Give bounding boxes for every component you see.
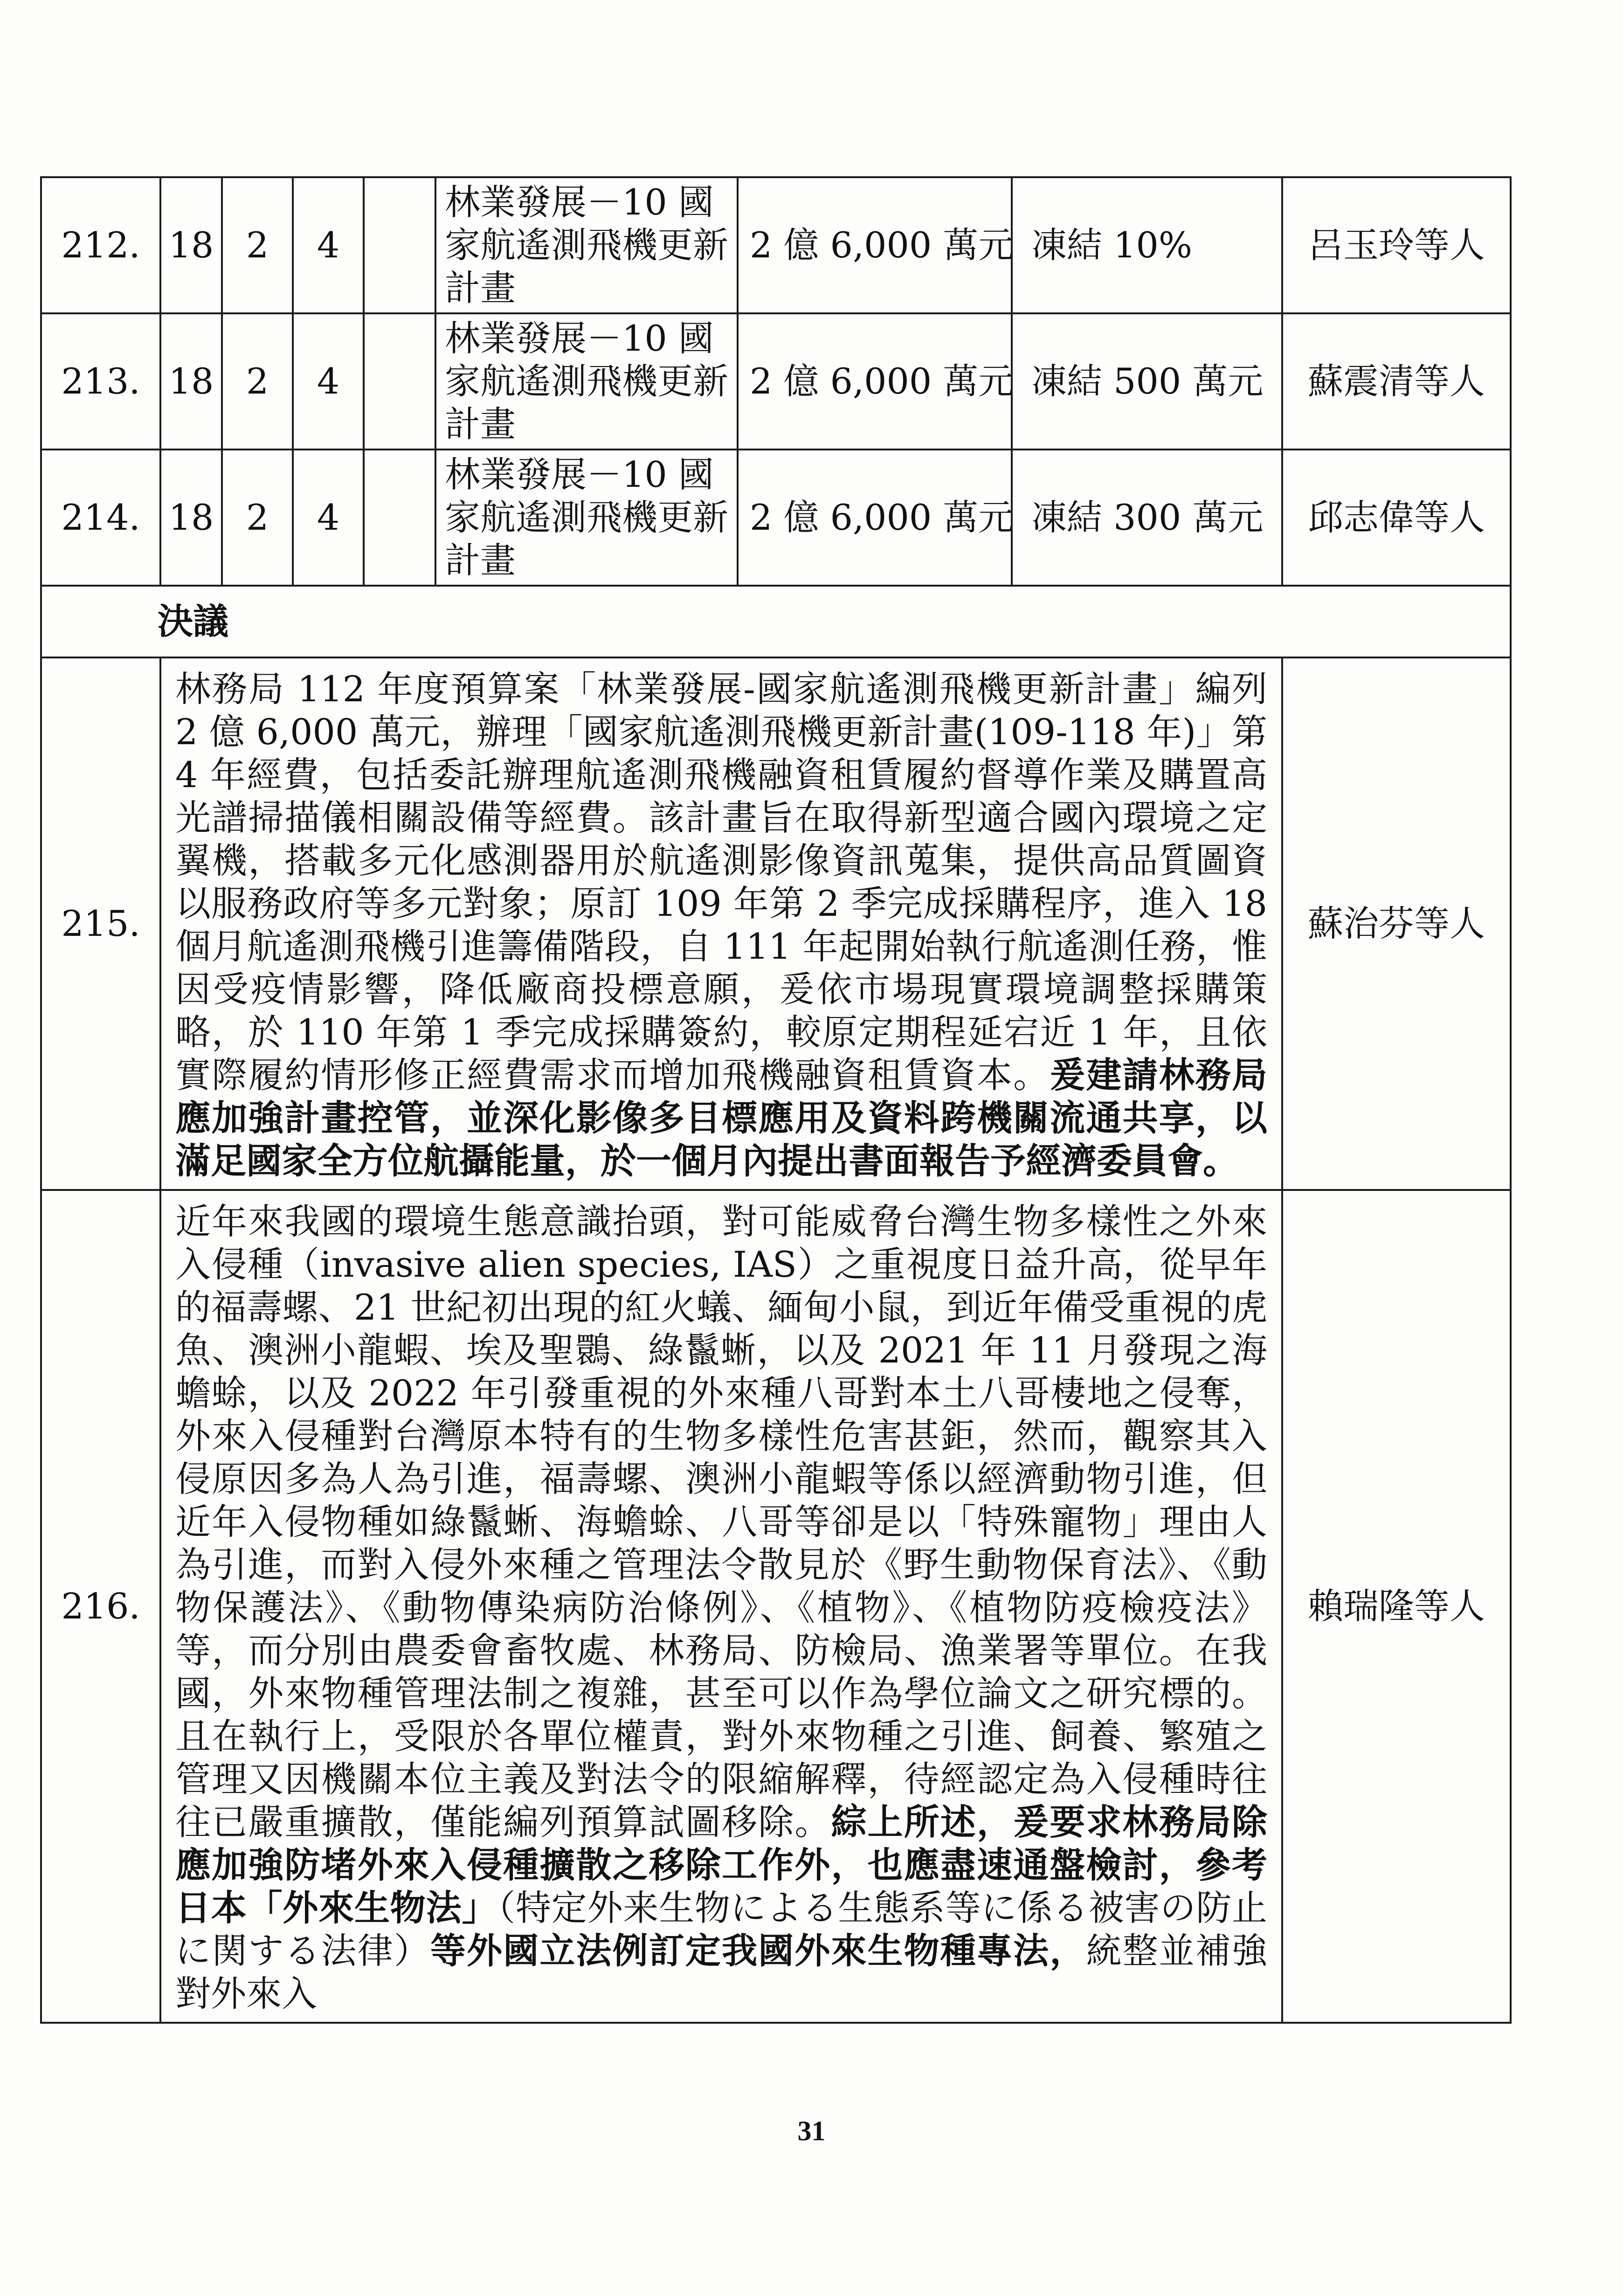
budget-code-3: 4 [293, 450, 364, 586]
resolution-text [160, 1190, 1282, 2023]
resolution-bold-text: 綜上所述，爰要求林務局除應加強防堵外來入侵種擴散之移除工作外，也應盡速通盤檢討，參考日本「外來生物法」 [175, 1801, 1268, 1929]
resolution-bold-text: 等外國立法例訂定我國外來生物種專法， [430, 1930, 1086, 1971]
resolution-heading-row [41, 586, 1511, 657]
proposer: 邱志偉等人 [1282, 450, 1511, 586]
budget-item-line: 家航遙測飛機更新 [445, 224, 728, 266]
resolution-text [160, 657, 1282, 1190]
proposer: 賴瑞隆等人 [1282, 1190, 1511, 2023]
table-row [41, 177, 1511, 313]
table-row [41, 313, 1511, 450]
proposer: 蘇震清等人 [1282, 313, 1511, 450]
row-number: 214. [41, 450, 160, 586]
budget-code-4 [364, 450, 435, 586]
budget-item-line: 計畫 [445, 267, 516, 309]
budget-amount: 2 億 6,000 萬元 [738, 313, 1012, 450]
resolution-heading: 決議 [41, 586, 1511, 657]
resolution-row [41, 657, 1511, 1190]
budget-item-line: 計畫 [445, 403, 516, 445]
budget-item-line: 林業發展－10 國 [445, 181, 714, 223]
budget-code-1: 18 [160, 313, 222, 450]
budget-item-line: 家航遙測飛機更新 [445, 497, 728, 538]
budget-item [435, 313, 738, 450]
budget-code-2: 2 [222, 450, 293, 586]
row-number: 212. [41, 177, 160, 313]
budget-code-1: 18 [160, 177, 222, 313]
proposer: 蘇治芬等人 [1282, 657, 1511, 1190]
row-number: 216. [41, 1190, 160, 2023]
budget-code-2: 2 [222, 177, 293, 313]
budget-code-4 [364, 313, 435, 450]
table-row [41, 450, 1511, 586]
budget-item [435, 177, 738, 313]
freeze-action: 凍結 10% [1012, 177, 1282, 313]
budget-item [435, 450, 738, 586]
budget-item-line: 林業發展－10 國 [445, 318, 714, 359]
budget-item-line: 計畫 [445, 539, 516, 581]
proposer: 呂玉玲等人 [1282, 177, 1511, 313]
resolution-plain-text: 近年來我國的環境生態意識抬頭，對可能威脅台灣生物多樣性之外來入侵種（invasive alien species, IAS）之重視度日益升高，從早年的福壽螺、21 世紀初出現的紅火蟻、緬甸小鼠，到近年備受重視的虎魚、澳洲小龍蝦、埃及聖䴉、綠鬣蜥，以及 2021 年 11 月發現之海蟾蜍，以及 2022 年引發重視的外來種八哥對本土八哥棲地之侵奪，外來入侵種對台灣原本特有的生物多樣性危害甚鉅，然而，觀察其入侵原因多為人為引進，福壽螺、澳洲小龍蝦等係以經濟動物引進，但近年入侵物種如綠鬣蜥、海蟾蜍、八哥等卻是以「特殊寵物」理由人為引進，而對入侵外來種之管理法令散見於《野生動物保育法》、《動物保護法》、《動物傳染病防治條例》、《植物》、《植物防疫檢疫法》等，而分別由農委會畜牧處、林務局、防檢局、漁業署等單位。在我國，外來物種管理法制之複雜，甚至可以作為學位論文之研究標的。且在執行上，受限於各單位權責，對外來物種之引進、飼養、繁殖之管理又因機關本位主義及對法令的限縮解釋，待經認定為入侵種時往往已嚴重擴散，僅能編列預算試圖移除。 [175, 1201, 1267, 1843]
freeze-action: 凍結 300 萬元 [1012, 450, 1282, 586]
resolution-plain-text: 林務局 112 年度預算案「林業發展-國家航遙測飛機更新計畫」編列 2 億 6,000 萬元，辦理「國家航遙測飛機更新計畫(109-118 年)」第 4 年經費，包括委託辦理航遙測飛機融資租賃履約督導作業及購置高光譜掃描儀相關設備等經費。該計畫旨在取得新型適合國內環境之定翼機，搭載多元化感測器用於航遙測影像資訊蒐集，提供高品質圖資以服務政府等多元對象；原訂 109 年第 2 季完成採購程序，進入 18 個月航遙測飛機引進籌備階段，自 111 年起開始執行航遙測任務，惟因受疫情影響，降低廠商投標意願，爰依市場現實環境調整採購策略，於 110 年第 1 季完成採購簽約，較原定期程延宕近 1 年，且依實際履約情形修正經費需求而增加飛機融資租賃資本。 [175, 668, 1267, 1096]
budget-code-1: 18 [160, 450, 222, 586]
resolution-bold-text: 爰建請林務局應加強計畫控管，並深化影像多目標應用及資料跨機關流通共享，以滿足國家全方位航攝能量，於一個月內提出書面報告予經濟委員會。 [175, 1054, 1268, 1182]
budget-code-3: 4 [293, 313, 364, 450]
resolution-plain-text: （特定外来生物による生態系等に係る被害の防止に関する法律） [175, 1887, 1268, 1971]
budget-amount: 2 億 6,000 萬元 [738, 450, 1012, 586]
freeze-action: 凍結 500 萬元 [1012, 313, 1282, 450]
budget-item-line: 林業發展－10 國 [445, 454, 714, 495]
budget-code-2: 2 [222, 313, 293, 450]
budget-code-3: 4 [293, 177, 364, 313]
resolution-plain-text: 統整並補強對外來入 [175, 1930, 1268, 2014]
budget-code-4 [364, 177, 435, 313]
page-number: 31 [797, 2116, 826, 2146]
budget-amount: 2 億 6,000 萬元 [738, 177, 1012, 313]
row-number: 213. [41, 313, 160, 450]
budget-resolution-table [40, 176, 1512, 2024]
budget-item-line: 家航遙測飛機更新 [445, 360, 728, 402]
row-number: 215. [41, 657, 160, 1190]
resolution-row [41, 1190, 1511, 2023]
